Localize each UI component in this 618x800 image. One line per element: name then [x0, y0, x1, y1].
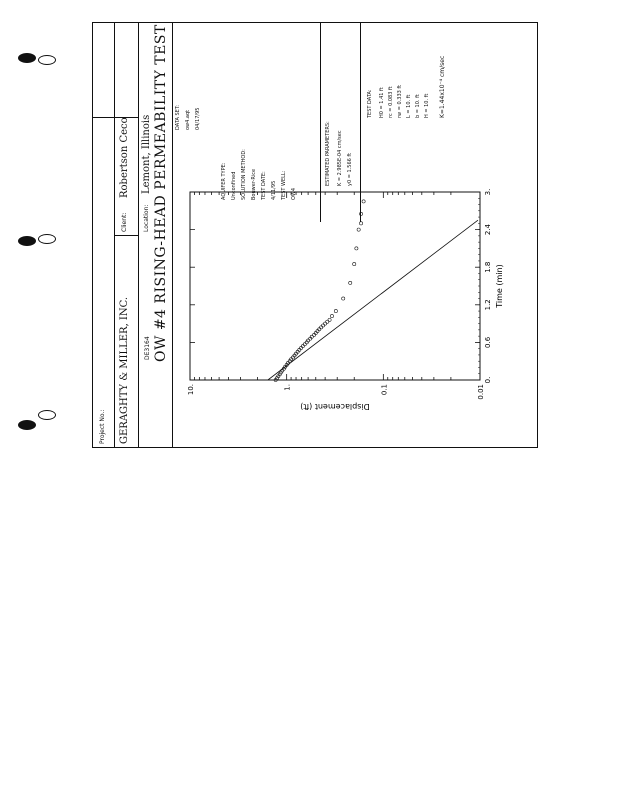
data-point [353, 262, 356, 265]
x-tick-label: 1.8 [484, 261, 492, 273]
data-point [357, 228, 360, 231]
data-point [342, 297, 345, 300]
test-data-line: rc = 0.083 ft [388, 86, 394, 118]
y-axis-label: Displacement (ft) [300, 402, 370, 411]
data-point [301, 345, 304, 348]
test-data-line: H = 10. ft [424, 93, 430, 118]
binder-hole-marker [18, 236, 36, 246]
project-value: DE3164 [144, 336, 151, 360]
x-tick-label: 3. [484, 188, 492, 196]
test-data-line: rw = 0.333 ft [397, 84, 403, 118]
binder-hole [38, 410, 56, 420]
binder-hole-marker [18, 53, 36, 63]
x-tick-label: 1.2 [484, 299, 492, 311]
company-name: GERAGHTY & MILLER, INC. [119, 296, 130, 444]
x-axis-label: Time (min) [495, 264, 504, 308]
data-point [362, 200, 365, 203]
client-label: Client: [121, 212, 128, 232]
report-page [92, 22, 538, 448]
solution-label: SOLUTION METHOD: [241, 149, 247, 200]
permeability-plot [180, 184, 516, 414]
test-well-label: TEST WELL: [281, 170, 287, 200]
location-label: Location: [143, 204, 150, 232]
data-point [334, 309, 337, 312]
data-set-label: DATA SET: [175, 105, 181, 130]
data-point [359, 222, 362, 225]
project-label: Project No.: [99, 409, 106, 444]
data-set-line: ow4.aqt [185, 109, 191, 130]
x-tick-label: 2.4 [484, 224, 492, 236]
plot-frame [190, 192, 480, 380]
aquifer-value: Unconfined [231, 171, 237, 200]
aquifer-label: AQUIFER TYPE: [221, 162, 227, 200]
fit-line [268, 220, 478, 380]
data-point [330, 314, 333, 317]
data-point [328, 318, 331, 321]
location-value: Lemont, Illinois [141, 114, 152, 194]
estimated-label: ESTIMATED PARAMETERS: [325, 121, 331, 186]
test-data-line: L = 10. ft [406, 94, 412, 118]
estimated-line: K = 2.985E-04 cm/sec [337, 130, 343, 186]
page-title: OW #4 RISING-HEAD PERMEABILITY TEST [153, 24, 169, 362]
test-data-label: TEST DATA: [367, 89, 373, 118]
test-data-line: H0 = 1.41 ft [379, 87, 385, 118]
test-data-line: b = 10. ft [415, 94, 421, 118]
rotated-content [92, 22, 538, 448]
y-tick-label: 0.1 [380, 384, 389, 396]
data-point [355, 247, 358, 250]
binder-hole [38, 55, 56, 65]
data-point [303, 343, 306, 346]
y-tick-label: 10. [187, 384, 195, 396]
test-well-value: OW4 [291, 187, 297, 200]
data-point [359, 212, 362, 215]
x-tick-label: 0. [484, 376, 492, 384]
binder-hole-marker [18, 420, 36, 430]
k-value-note: K=1.44x10⁻⁴ cm/sec [439, 55, 446, 118]
data-set-line: 04/17/95 [195, 107, 201, 130]
test-date-value: 4/11/95 [271, 180, 277, 200]
data-point [324, 322, 327, 325]
y-tick-label: 1. [283, 384, 292, 391]
x-tick-label: 0.6 [484, 336, 492, 348]
data-point [321, 324, 324, 327]
data-point [320, 326, 323, 329]
solution-value: Bouwer-Rice [251, 168, 257, 200]
data-point [318, 328, 321, 331]
binder-hole [38, 234, 56, 244]
header-divider [172, 22, 173, 448]
header-divider [92, 117, 138, 118]
client-value: Robertson Ceco [119, 117, 130, 198]
estimated-line: y0 = 1.566 ft [347, 152, 353, 186]
data-point [349, 281, 352, 284]
y-tick-label: 0.01 [477, 384, 485, 400]
header-divider [114, 235, 138, 236]
test-date-label: TEST DATE: [261, 171, 267, 200]
header-divider [138, 22, 139, 448]
